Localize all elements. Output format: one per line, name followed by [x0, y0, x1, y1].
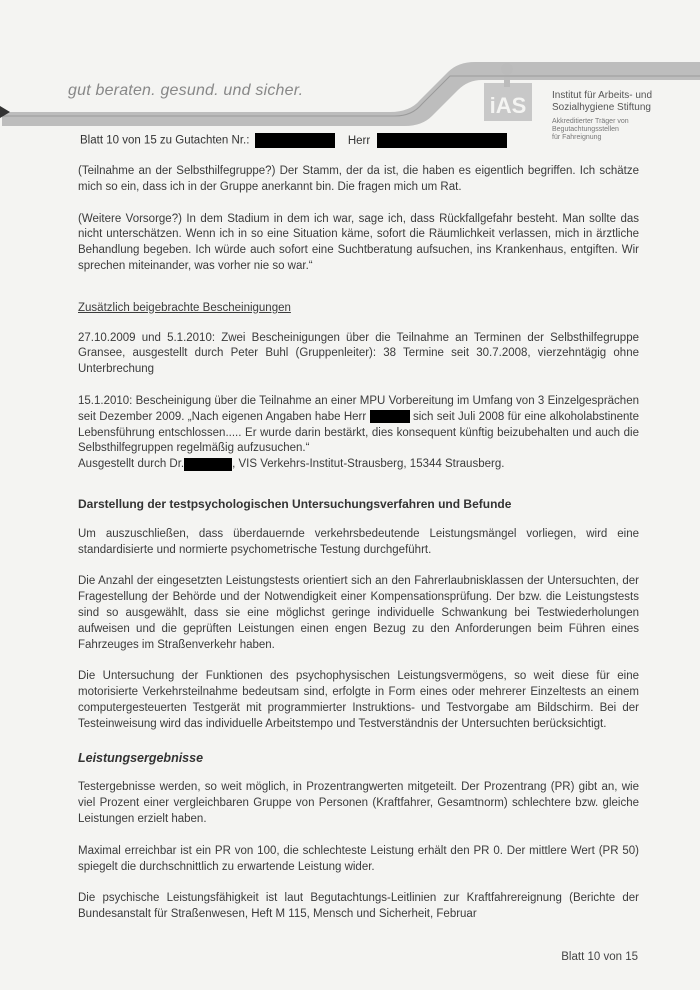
institute-small3: für Fahreignung: [552, 134, 602, 141]
paragraph-4-part-c: Ausgestellt durch Dr.: [78, 458, 185, 471]
paragraph-1: (Teilnahme an der Selbsthilfegruppe?) Der Stamm, der da ist, die haben es eigentlich begriffen. Ich schätze mich so ein, dass ich in der Gruppe anerkannt bin. Die fragen mich um Rat.: [78, 165, 639, 193]
institute-line2: Sozialhygiene Stiftung: [552, 102, 651, 113]
page-footer: Blatt 10 von 15: [561, 951, 638, 963]
redacted-gutachten-nr: [255, 133, 335, 148]
institute-small1: Akkreditierter Träger von: [552, 118, 629, 125]
gutachten-line: [80, 133, 507, 148]
paragraph-4-part-d: , VIS Verkehrs-Institut-Strausberg, 15344 Strausberg.: [232, 458, 505, 471]
ias-logo: [478, 55, 540, 125]
subheading-leistungsergebnisse: Leistungsergebnisse: [78, 750, 204, 765]
paragraph-3: 27.10.2009 und 5.1.2010: Zwei Bescheinigungen über die Teilnahme an Terminen der Selbsthilfegruppe Gransee, ausgestellt durch Peter Buhl (Gruppenleiter): 38 Termine seit 30.7.2008, vierzehntägig ohne Unterbrechung: [78, 331, 639, 376]
paragraph-2: (Weitere Vorsorge?) In dem Stadium in dem ich war, sage ich, dass Rückfallgefahr besteht. Man sollte das nicht unterschätzen. Wenn ich in so eine Situation käme, sofort die Räumlichkeit verlassen, mich in ärztliche Behandlung begeben. Ich würde auch sofort eine Suchtberatung aufsuchen, ins Krankenhaus, entgiften. Wir sprechen miteinander, was vorher nie so war.“: [78, 212, 639, 272]
paragraph-9: Maximal erreichbar ist ein PR von 100, die schlechteste Leistung erhält den PR 0. Der mittlere Wert (PR 50) spiegelt die durchschnittlich zu erwartende Leistung wider.: [78, 844, 639, 873]
body-content: [78, 164, 639, 939]
paragraph-4-part-a: 15.1.2010: Bescheinigung über die Teilnahme an einer MPU Vorbereitung im Umfang von 3 Einzelgesprächen seit Dezember 2009. „Nach eigenen Angaben habe Herr: [78, 394, 639, 423]
section-heading: Darstellung der testpsychologischen Untersuchungsverfahren und Befunde: [78, 496, 512, 511]
institute-small2: Begutachtungsstellen: [552, 126, 619, 133]
paragraph-4: [78, 394, 639, 473]
paragraph-10: Die psychische Leistungsfähigkeit ist laut Begutachtungs-Leitlinien zur Kraftfahrereignung (Berichte der Bundesanstalt für Straßenwesen, Heft M 115, Mensch und Sicherheit, Februar: [78, 892, 639, 921]
subheading-bescheinigungen: Zusätzlich beigebrachte Bescheinigungen: [78, 301, 291, 314]
paragraph-8: Testergebnisse werden, so weit möglich, in Prozentrangwerten mitgeteilt. Der Prozentrang (PR) gibt an, wie viel Prozent einer vergleichbaren Gruppe von Personen (Kraftfahrer, Gesamtnorm) schlechtere bzw. gleiche Leistungen erzielt haben.: [78, 781, 639, 825]
redacted-doctor: [184, 458, 232, 471]
institute-line1: Institut für Arbeits- und: [552, 90, 653, 101]
paragraph-6: Die Anzahl der eingesetzten Leistungstests orientiert sich an den Fahrerlaubnisklassen der Untersuchten, der Fragestellung der Behörde und der Notwendigkeit einer Kompensationsprüfung. Der bzw. die Leistungstests sind so ausgewählt, dass sie eine möglichst geringe individuelle Schwankung bei Testwiederholungen aufweisen und die geprüften Leistungen einen engen Bezug zu den Anforderungen beim Führen eines Fahrzeuges im Straßenverkehr haben.: [78, 575, 639, 651]
paragraph-4-part-b: sich seit Juli 2008 für eine alkoholabstinente Lebensführung entschlossen..... Er wurde darin bestärkt, dies konsequent künftig beizubehalten und auch die Selbsthilfegruppen regelmäßig aufzusuchen.“: [78, 410, 640, 455]
blatt-prefix: Blatt 10 von 15 zu Gutachten Nr.:: [80, 134, 250, 147]
slogan: gut beraten. gesund. und sicher.: [68, 82, 304, 99]
herr-label: Herr: [347, 134, 371, 147]
ias-logo-text: iAS: [489, 93, 527, 118]
paragraph-7: Die Untersuchung der Funktionen des psychophysischen Leistungsvermögens, so weit diese für eine motorisierte Verkehrsteilnahme bedeutsam sind, erfolgte in Form eines oder mehrerer Einzeltests an einem computergesteuerten Testgerät mit programmierter Instruktions- und Testvorgabe am Bildschirm. Bei der Testeinweisung wird das individuelle Arbeitstempo und Testverständnis der Untersuchten berücksichtigt.: [78, 670, 639, 730]
redacted-name-2: [370, 410, 410, 423]
institute-block: [552, 90, 652, 142]
redacted-name: [377, 133, 507, 148]
paragraph-5: Um auszuschließen, dass überdauernde verkehrsbedeutende Leistungsmängel vorliegen, wird eine standardisierte und normierte psychometrische Testung durchgeführt.: [78, 527, 639, 556]
